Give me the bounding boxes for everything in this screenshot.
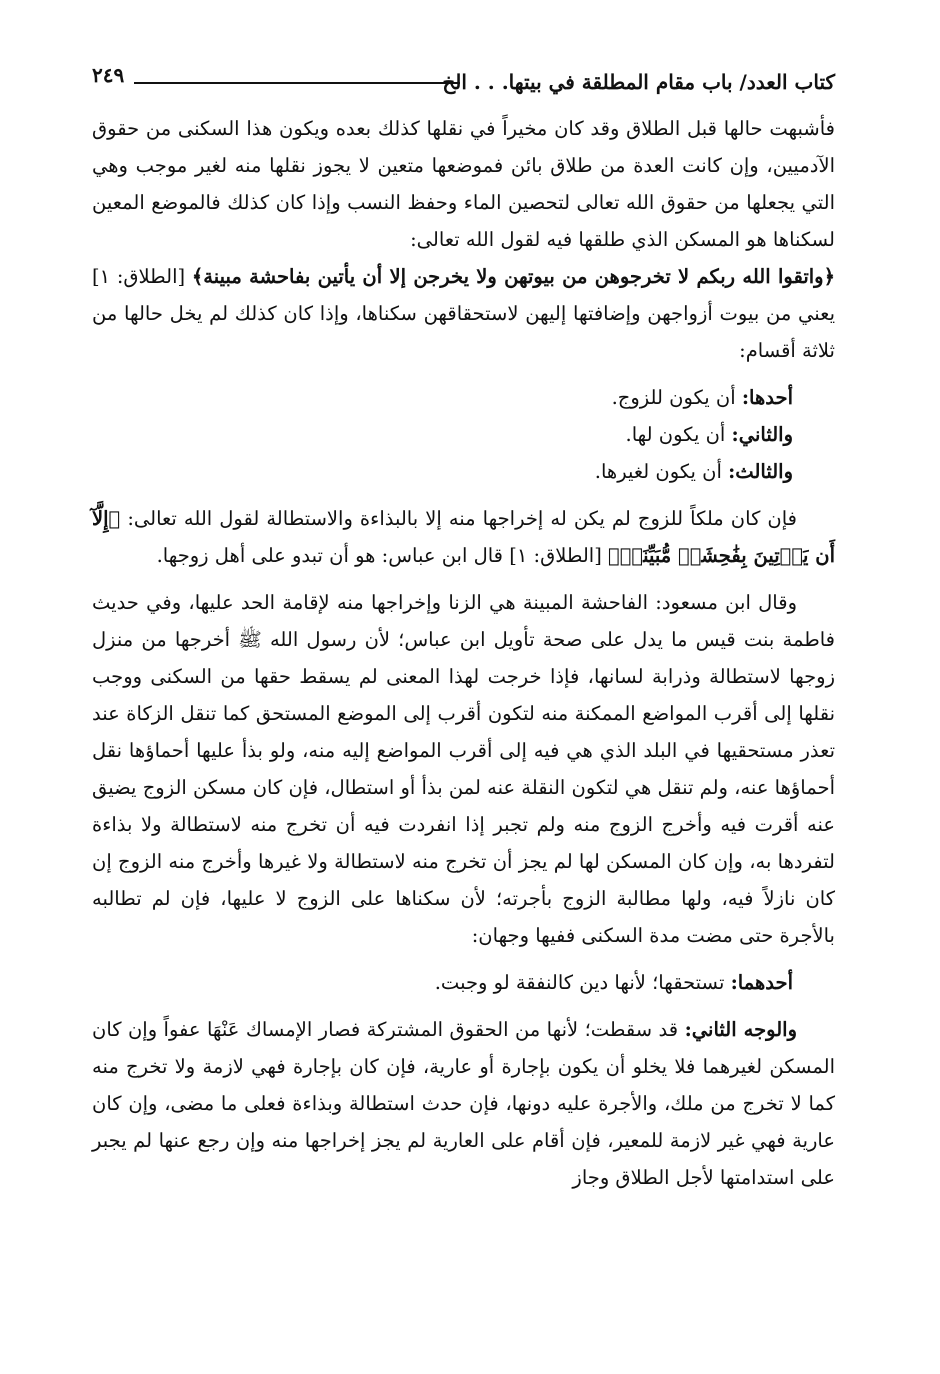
header-rule bbox=[134, 82, 460, 84]
list-item bbox=[92, 379, 835, 416]
paragraph-5-label: أحدهما: bbox=[730, 971, 793, 994]
paragraph-5 bbox=[92, 964, 835, 1001]
paragraph-2 bbox=[92, 258, 835, 369]
paragraph-2-text: [الطلاق: ١] يعني من بيوت أزواجهن وإضافتها إليهن لاستحقاقهن سكناها، وإذا كان كذلك لم يخل حالها من ثلاثة أقسام: bbox=[92, 265, 835, 362]
quran-quote: ﴿إِلَّآ أَن يَأۡتِينَ بِفَٰحِشَةٖ مُّبَيِّنَةٖ﴾ bbox=[92, 507, 835, 567]
page-number: ٢٤٩ bbox=[92, 63, 125, 87]
paragraph-1: فأشبهت حالها قبل الطلاق وقد كان مخيراً في نقلها كذلك بعده ويكون هذا السكنى من حقوق الآدميين، وإن كانت العدة من طلاق بائن فموضعها متعين لا يجوز نقلها منه لغير موجب وهي التي يجعلها من حقوق الله تعالى لتحصين الماء وحفظ النسب وإذا كان كذلك فالموضع المعين لسكناها هو المسكن الذي طلقها فيه لقول الله تعالى: bbox=[92, 117, 835, 251]
list-item-label: والثاني: bbox=[731, 423, 793, 446]
list-item-text: أن يكون لغيرها. bbox=[594, 460, 722, 483]
list-item bbox=[92, 416, 835, 453]
paragraph-6 bbox=[92, 1011, 835, 1196]
quran-quote: ﴿واتقوا الله ربكم لا تخرجوهن من بيوتهن ولا يخرجن إلا أن يأتين بفاحشة مبينة﴾ bbox=[191, 265, 836, 288]
paragraph-6-label: والوجه الثاني: bbox=[684, 1018, 798, 1041]
list-item-text: أن يكون للزوج. bbox=[611, 386, 736, 409]
list-item-text: أن يكون لها. bbox=[625, 423, 726, 446]
paragraph-5-text: تستحقها؛ لأنها دين كالنفقة لو وجبت. bbox=[434, 971, 725, 994]
list-of-divisions bbox=[92, 379, 835, 490]
page-body bbox=[92, 110, 835, 1196]
list-item bbox=[92, 453, 835, 490]
paragraph-4: وقال ابن مسعود: الفاحشة المبينة هي الزنا وإخراجها منه لإقامة الحد عليها، وفي حديث فاطمة بنت قيس ما يدل على صحة تأويل ابن عباس؛ لأن رسول الله ﷺ أخرجها من منزل زوجها لاستطالة وذرابة لسانها، فإذا خرجت لهذا المعنى لم يسقط حقها من السكنى ووجب نقلها إلى أقرب المواضع الممكنة منه لتكون أقرب إلى الموضع المستحق كما تنقل الزكاة عند تعذر مستحقيها في البلد الذي هي فيه إلى أقرب المواضع إليه منه، ولو بذأ عليها أحماؤها نقل أحماؤها عنه، ولم تنقل هي لتكون النقلة عنه لمن بذأ أو استطال، فإن كان مسكن الزوج يضيق عنه أقرت فيه وأخرج الزوج منه ولم تجبر إذا انفردت فيه أن تخرج منه لاستطالة ولا بذاءة لتفردها به، وإن كان المسكن لها لم يجز أن تخرج منه لاستطالة ولا غيرها وأخرج منه الزوج إن كان نازلاً فيه، ولها مطالبة الزوج بأجرته؛ لأن سكناها على الزوج لا عليها، فإن لم تطالبه بالأجرة حتى مضت مدة السكنى ففيها وجهان: bbox=[92, 591, 835, 947]
paragraph-3-text-b: [الطلاق: ١] قال ابن عباس: هو أن تبدو على أهل زوجها. bbox=[156, 544, 602, 567]
paragraph-3-text-a: فإن كان ملكاً للزوج لم يكن له إخراجها منه إلا بالبذاءة والاستطالة لقول الله تعالى: bbox=[127, 507, 797, 530]
paragraph-3 bbox=[92, 500, 835, 574]
running-title: كتاب العدد/ باب مقام المطلقة في بيتها. . . الخ bbox=[442, 70, 835, 94]
page-header bbox=[92, 60, 835, 110]
list-item-label: أحدها: bbox=[741, 386, 793, 409]
list-item-label: والثالث: bbox=[728, 460, 793, 483]
paragraph-6-text: قد سقطت؛ لأنها من الحقوق المشتركة فصار الإمساك عَنْهَا عفواً وإن كان المسكن لغيرهما فلا يخلو أن يكون بإجارة أو عارية، فإن كان بإجارة فهي لازمة ولا تخرج منه كما لا تخرج من ملك، والأجرة عليه دونها، فإن حدث استطالة وبذاءة فعلى ما مضى، وإن كان عارية فهي غير لازمة للمعير، فإن أقام على العارية لم يجز إخراجها منه وإن رجع عنها لم يجبر على استدامتها لأجل الطلاق وجاز bbox=[92, 1018, 835, 1189]
